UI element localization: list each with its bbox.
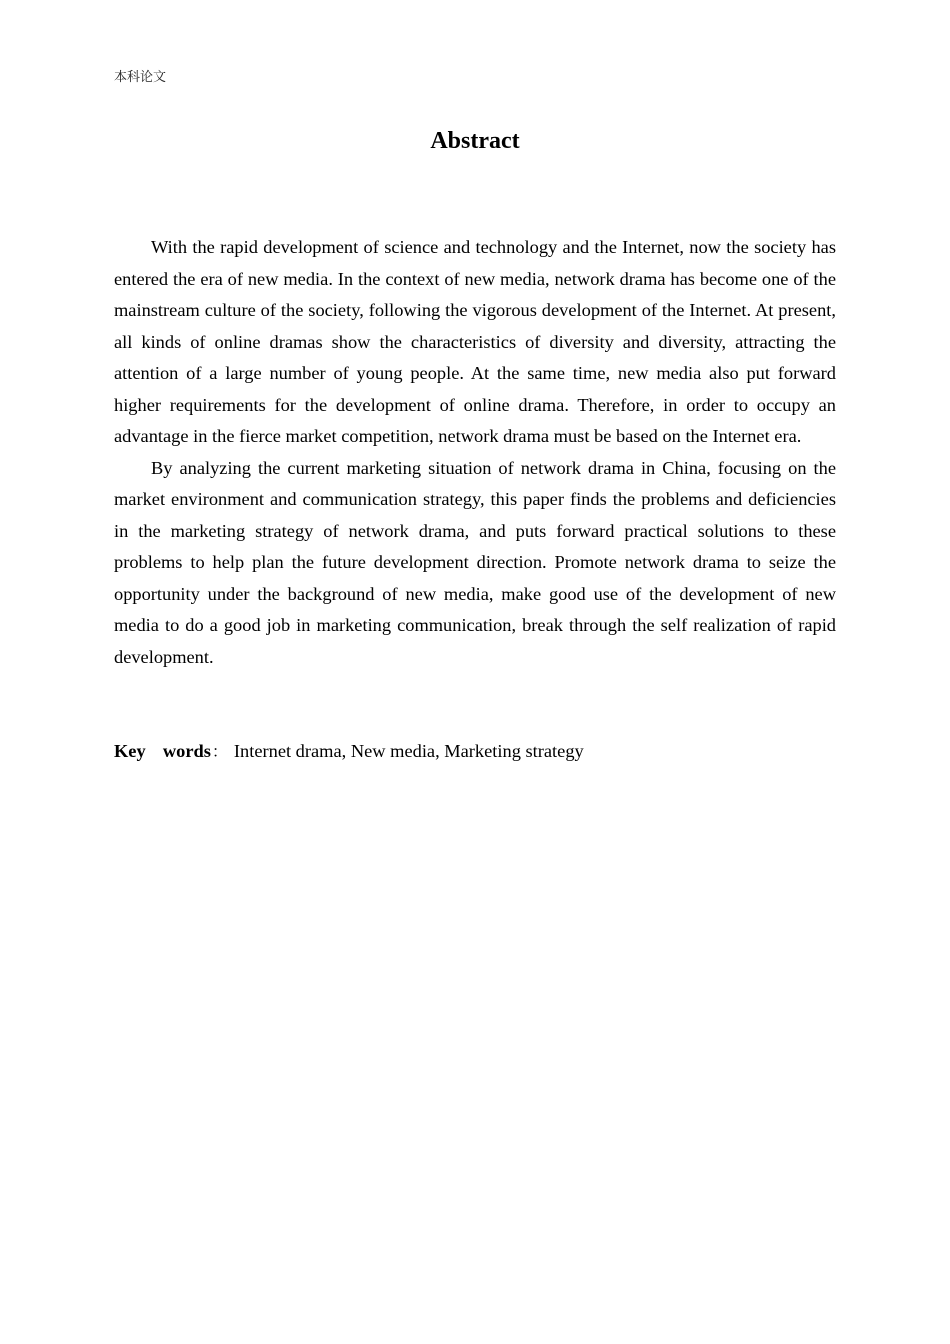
keywords-label: Key words — [114, 741, 211, 761]
abstract-body — [114, 232, 836, 673]
abstract-paragraph-2: By analyzing the current marketing situation of network drama in China, focusing on the market environment and communication strategy, this paper finds the problems and deficiencies in the marketing strategy of network drama, and puts forward practical solutions to these problems to help plan the future development direction. Promote network drama to seize the opportunity under the background of new media, make good use of the development of new media to do a good job in marketing communication, break through the self realization of rapid development. — [114, 457, 836, 667]
keywords-colon: ： — [211, 742, 228, 761]
running-header: 本科论文 — [114, 70, 167, 85]
abstract-title: Abstract — [430, 128, 520, 154]
keywords-line — [114, 736, 836, 768]
keywords-value: Internet drama, New media, Marketing strategy — [233, 741, 584, 761]
abstract-paragraph-1: With the rapid development of science and technology and the Internet, now the society has entered the era of new media. In the context of new media, network drama has become one of the mainstream culture of the society, following the vigorous development of the Internet. At present, all kinds of online dramas show the characteristics of diversity and diversity, attracting the attention of a large number of young people. At the same time, new media also put forward higher requirements for the development of online drama. Therefore, in order to occupy an advantage in the fierce market competition, network drama must be based on the Internet era. — [114, 237, 836, 446]
